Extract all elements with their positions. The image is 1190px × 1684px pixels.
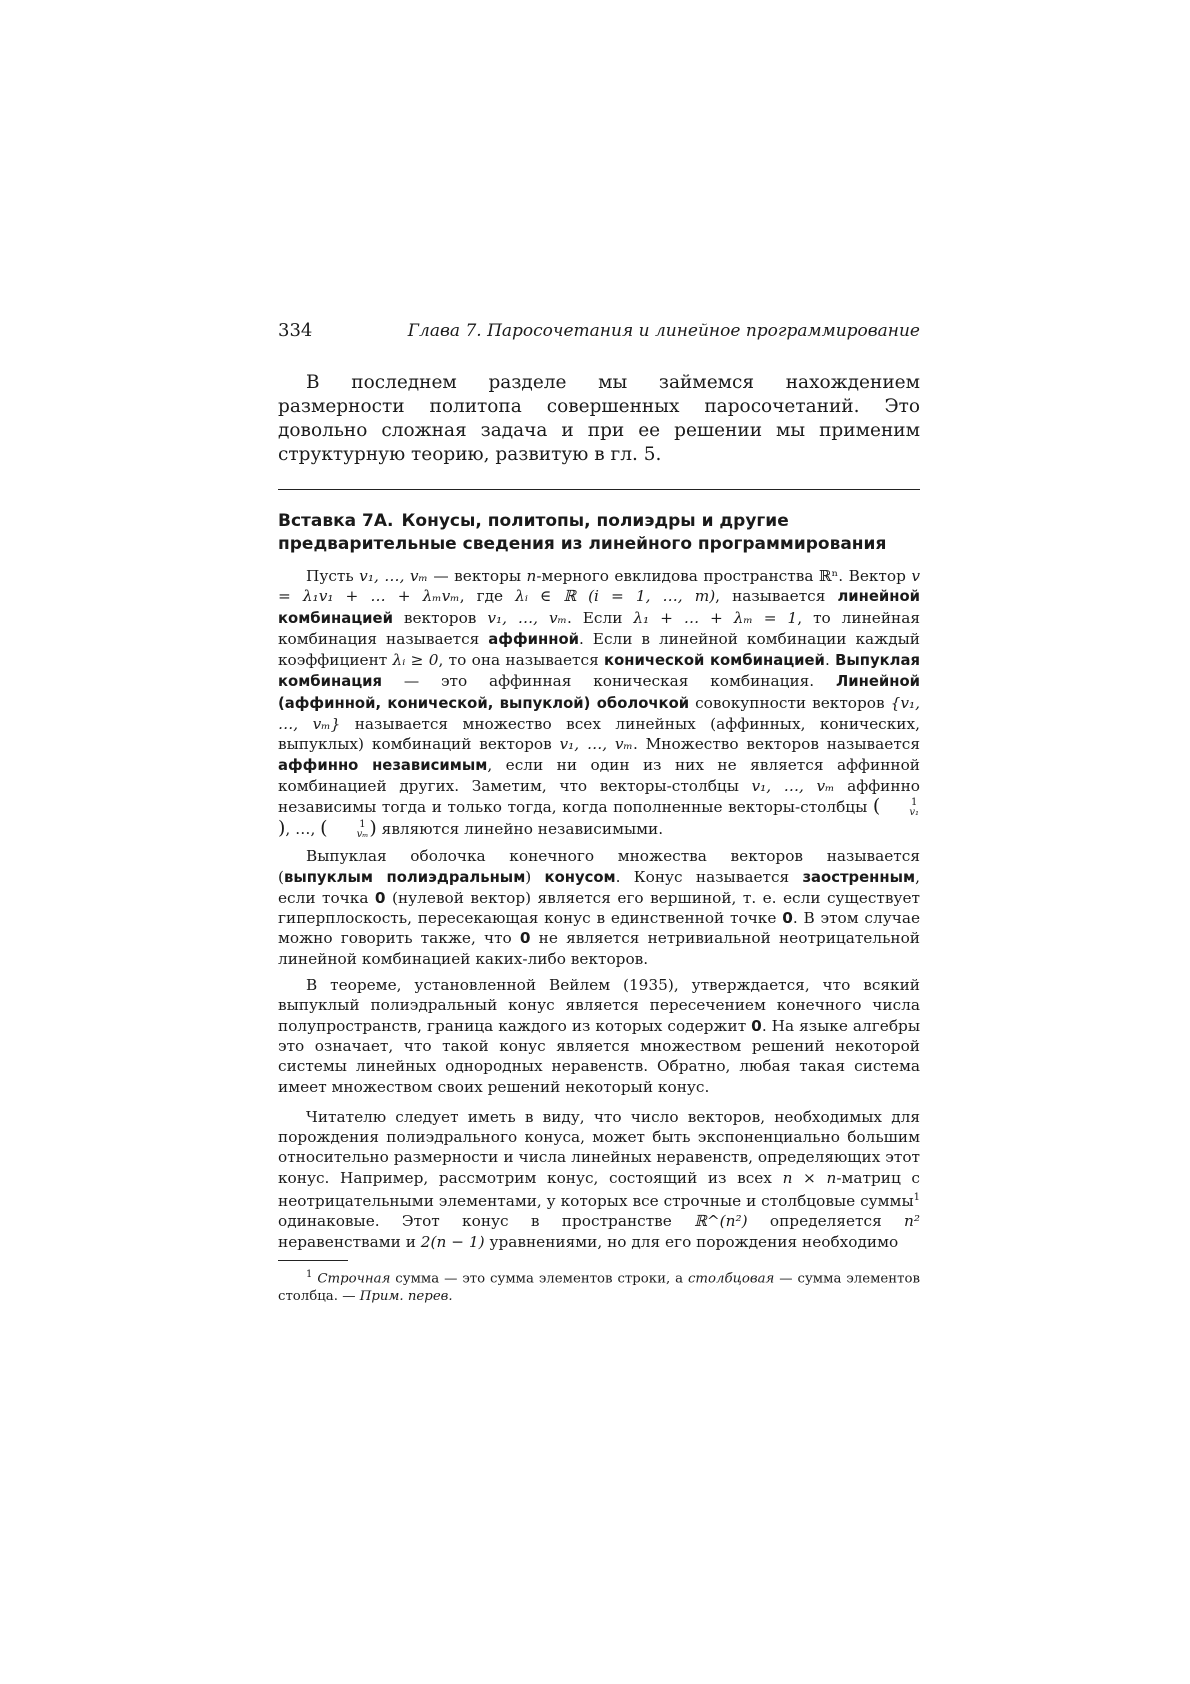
math: n bbox=[526, 567, 537, 585]
math: v₁, …, vₘ bbox=[751, 776, 835, 795]
column-vector: 1 v₁ bbox=[909, 797, 919, 819]
term: заостренным bbox=[802, 868, 916, 886]
math: 2(n − 1) bbox=[420, 1232, 485, 1251]
term: выпуклым полиэдральным bbox=[283, 868, 526, 886]
paragraph-reader-note: Читателю следует иметь в виду, что число векторов, необходимых для порождения полиэдрального конуса, может быть экспоненциально большим относительно размерности и числа линейных неравенств, определяющих этот конус. Например, рассмотрим конус, состоящий из всех n × n-матриц с неотрицательными элементами, у которых все строчные и столбцовые суммы$^1$ одинаковые. Этот конус в пространстве ℝ^(n²) определяется n² неравенствами и 2(n − 1) уравнениями, но для его порождения необходимо bbox=[278, 1107, 921, 1251]
math: λᵢ ≥ 0 bbox=[392, 651, 439, 670]
math: λ₁ + … + λₘ = 1 bbox=[633, 608, 798, 627]
math: n × n bbox=[782, 1168, 837, 1187]
intro-paragraph: В последнем разделе мы займемся нахождением размерности политопа совершенных паросочетаний. Это довольно сложная задача и при ее решении мы применим структурную теорию, развитую в гл. 5. bbox=[278, 372, 920, 465]
section-rule bbox=[278, 489, 920, 490]
box-label: Вставка 7А. bbox=[278, 511, 394, 531]
running-header bbox=[278, 320, 920, 341]
math: λᵢ ∈ ℝ (i = 1, …, m) bbox=[515, 587, 716, 606]
term: линейной комбинацией bbox=[278, 588, 921, 627]
math: {v₁, …, vₘ} bbox=[278, 693, 920, 734]
term: аффинной bbox=[488, 630, 579, 648]
term: конусом bbox=[544, 868, 616, 886]
page-number: 334 bbox=[278, 320, 313, 341]
footnote-ref: 1 bbox=[913, 1192, 920, 1204]
footnote-rule bbox=[278, 1260, 348, 1261]
math: ℝ^(n²) bbox=[694, 1212, 748, 1231]
math: v₁, …, vₘ bbox=[559, 735, 633, 754]
running-title: Глава 7. Паросочетания и линейное программирование bbox=[407, 321, 920, 341]
footnote-mark: 1 bbox=[306, 1269, 313, 1280]
paragraph-definitions: Пусть v₁, …, vₘ — векторы n-мерного евклидова пространства ℝⁿ. Вектор v = λ₁v₁ + … + λₘvₘ, где λᵢ ∈ ℝ (i = 1, …, m), называется линейной комбинацией векторов v₁, …, vₘ. Если λ₁ + … + λₘ = 1, то линейная комбинация называется аффинной. Если в линейной комбинации каждый коэффициент λᵢ ≥ 0, то она называется конической комбинацией. Выпуклая комбинация — это аффинная коническая комбинация. Линейной (аффинной, конической, выпуклой) оболочкой совокупности векторов {v₁, …, vₘ} называется множество всех линейных (аффинных, конических, выпуклых) комбинаций векторов v₁, …, vₘ. Множество векторов называется аффинно независимым, если ни один из них не является аффинной комбинацией других. Заметим, что векторы-столбцы v₁, …, vₘ аффинно независимы тогда и только тогда, когда пополненные векторы-столбцы ( 1 v₁ ), …, ( 1 vₘ ) являются линейно независимыми. bbox=[278, 567, 921, 841]
term: Выпуклая комбинация bbox=[278, 652, 921, 691]
book-page bbox=[278, 320, 920, 1320]
math: n² bbox=[904, 1212, 921, 1231]
box-title: Конусы, политопы, полиэдры и другие предварительные сведения из линейного программирования bbox=[278, 511, 887, 554]
math: v₁, …, vₘ bbox=[359, 567, 428, 585]
term: аффинно независимым bbox=[278, 756, 488, 774]
paragraph-cone: Выпуклая оболочка конечного множества векторов называется (выпуклым полиэдральным) конусом. Конус называется заостренным, если точка 0 (нулевой вектор) является его вершиной, т. е. если существует гиперплоскость, пересекающая конус в единственной точке 0. В этом случае можно говорить также, что 0 не является нетривиальной неотрицательной линейной комбинацией каких-либо векторов. bbox=[278, 847, 921, 968]
box-heading bbox=[278, 510, 920, 556]
math: v = λ₁v₁ + … + λₘvₘ bbox=[278, 567, 921, 606]
column-vector: 1 vₘ bbox=[356, 819, 369, 841]
paragraph-weyl: В теореме, установленной Вейлем (1935), утверждается, что всякий выпуклый полиэдральный конус является пересечением конечного числа полупространств, граница каждого из которых содержит 0. На языке алгебры это означает, что такой конус является множеством решений некоторой системы линейных однородных неравенств. Обратно, любая такая система имеет множеством своих решений некоторый конус. bbox=[278, 976, 921, 1096]
math: v₁, …, vₘ bbox=[487, 608, 567, 627]
term: конической комбинацией bbox=[604, 652, 825, 670]
term: Линейной (аффинной, конической, выпуклой) оболочкой bbox=[278, 673, 920, 712]
footnote: $^1$ Строчная сумма — это сумма элементов строки, а столбцовая — сумма элементов столбца. — Прим. перев. bbox=[278, 1269, 921, 1305]
